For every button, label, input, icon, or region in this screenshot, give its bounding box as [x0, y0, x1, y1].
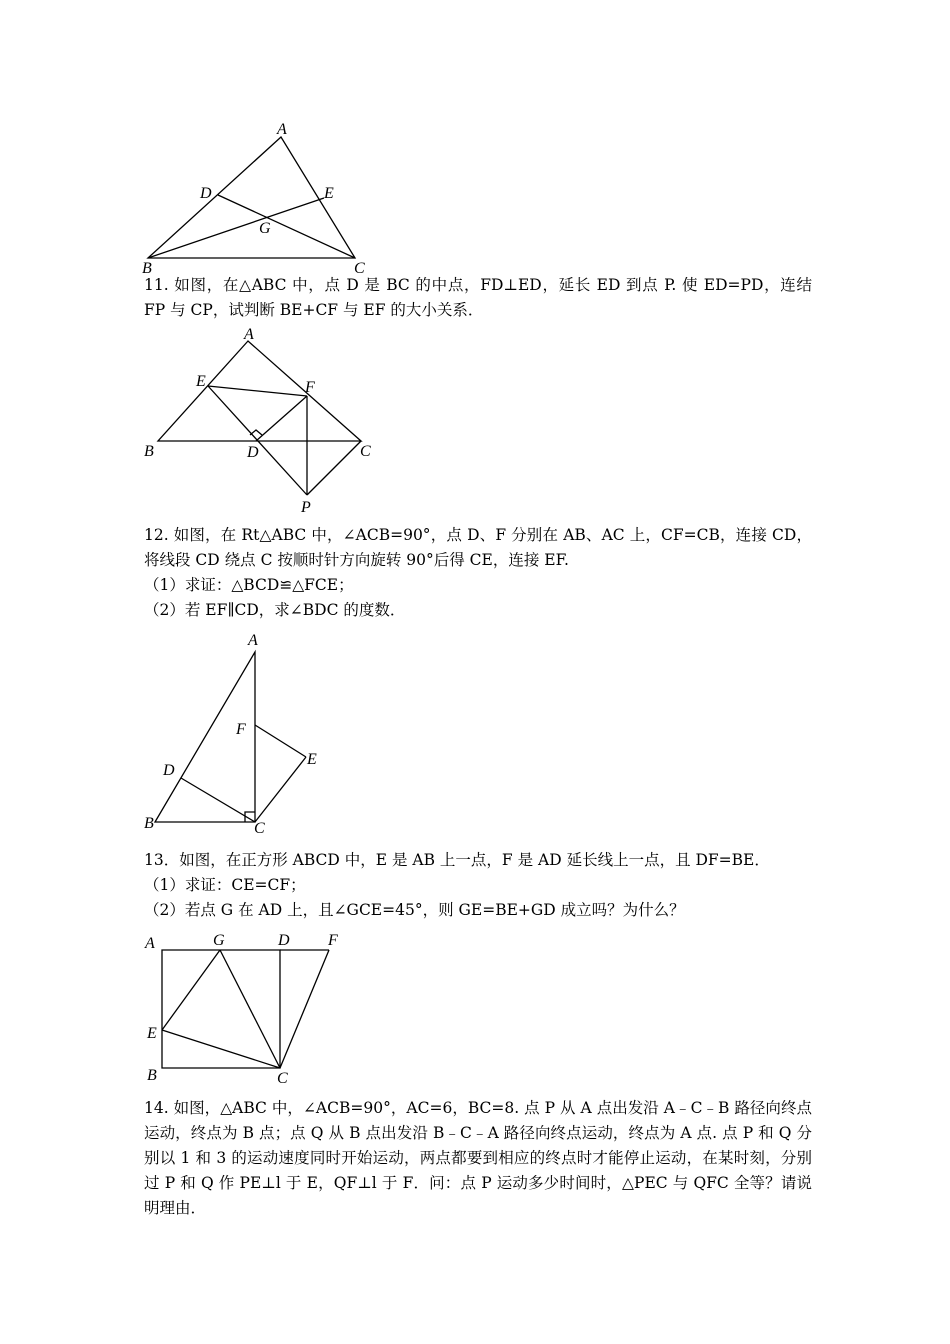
right-angle-mark	[250, 430, 262, 435]
label-d: D	[247, 444, 259, 461]
label-b: B	[144, 443, 154, 460]
label-p: P	[301, 499, 311, 516]
segment-fe	[255, 725, 306, 757]
label-c: C	[277, 1070, 288, 1087]
label-d: D	[200, 185, 212, 202]
problem-11-text: 11. 如图，在△ABC 中，点 D 是 BC 的中点，FD⊥ED，延长 ED 到点 P. 使 ED=PD，连结 FP 与 CP，试判断 BE+CF 与 EF 的大小关系．	[144, 276, 812, 319]
segment-ce	[255, 757, 306, 822]
segment-df	[256, 396, 307, 441]
segment-gc	[220, 950, 280, 1068]
problem-14-text: 14. 如图，△ABC 中，∠ACB=90°，AC=6，BC=8. 点 P 从 A 点出发沿 A﹣C﹣B 路径向终点运动，终点为 B 点；点 Q 从 B 点出发沿 B﹣C﹣A 路径向终点运动，终点为 A 点. 点 P 和 Q 分别以 1 和 3 的运动速度同时开始运动，两点都要到相应的终点时才能停止运动，在某时刻，分别过 P 和 Q 作 PE⊥l 于 E，QF⊥l 于 F．问：点 P 运动多少时间时，△PEC 与 QFC 全等？请说明理由．	[144, 1099, 812, 1217]
label-c: C	[360, 443, 371, 460]
segment-ec	[162, 1030, 280, 1068]
segment-be	[148, 198, 324, 258]
label-d: D	[278, 932, 290, 949]
label-d: D	[163, 762, 175, 779]
label-f: F	[328, 932, 338, 949]
problem-13-part-2: （2）若点 G 在 AD 上，且∠GCE=45°，则 GE=BE+GD 成立吗？为什么？	[144, 901, 685, 919]
segment-ge	[162, 950, 220, 1030]
square-abcd-outline	[162, 950, 280, 1068]
label-e: E	[307, 751, 317, 768]
figure-10-triangle-medians	[140, 118, 380, 278]
label-c: C	[354, 260, 365, 277]
segment-cd	[181, 778, 255, 822]
figure-11-triangle	[140, 326, 390, 520]
label-a: A	[145, 935, 155, 952]
label-f: F	[236, 721, 246, 738]
label-a: A	[248, 632, 258, 649]
problem-13-part-1: （1）求证：CE=CF；	[144, 876, 306, 894]
label-g: G	[213, 932, 225, 949]
problem-12-text: 12. 如图，在 Rt△ABC 中，∠ACB=90°，点 D、F 分别在 AB、AC 上，CF=CB，连接 CD，将线段 CD 绕点 C 按顺时针方向旋转 90°后得 CE，连接 EF.	[144, 526, 812, 569]
segment-ef	[208, 386, 307, 396]
label-a: A	[277, 121, 287, 138]
label-f: F	[305, 379, 315, 396]
problem-12-part-2: （2）若 EF∥CD，求∠BDC 的度数．	[144, 601, 406, 619]
figure-13-square	[140, 928, 360, 1088]
label-e: E	[147, 1025, 157, 1042]
label-b: B	[147, 1067, 157, 1084]
label-b: B	[142, 260, 152, 277]
label-b: B	[144, 815, 154, 832]
label-a: A	[244, 326, 254, 343]
figure-12-right-triangle	[140, 628, 340, 840]
segment-cf	[280, 950, 329, 1068]
label-e: E	[196, 373, 206, 390]
problem-12-part-1: （1）求证：△BCD≌△FCE；	[144, 576, 354, 594]
label-c: C	[254, 820, 265, 837]
problem-13-text: 13．如图，在正方形 ABCD 中，E 是 AB 上一点，F 是 AD 延长线上一点，且 DF=BE．	[144, 851, 770, 869]
label-e: E	[324, 185, 334, 202]
label-g: G	[259, 220, 271, 237]
segment-cp	[307, 441, 361, 495]
